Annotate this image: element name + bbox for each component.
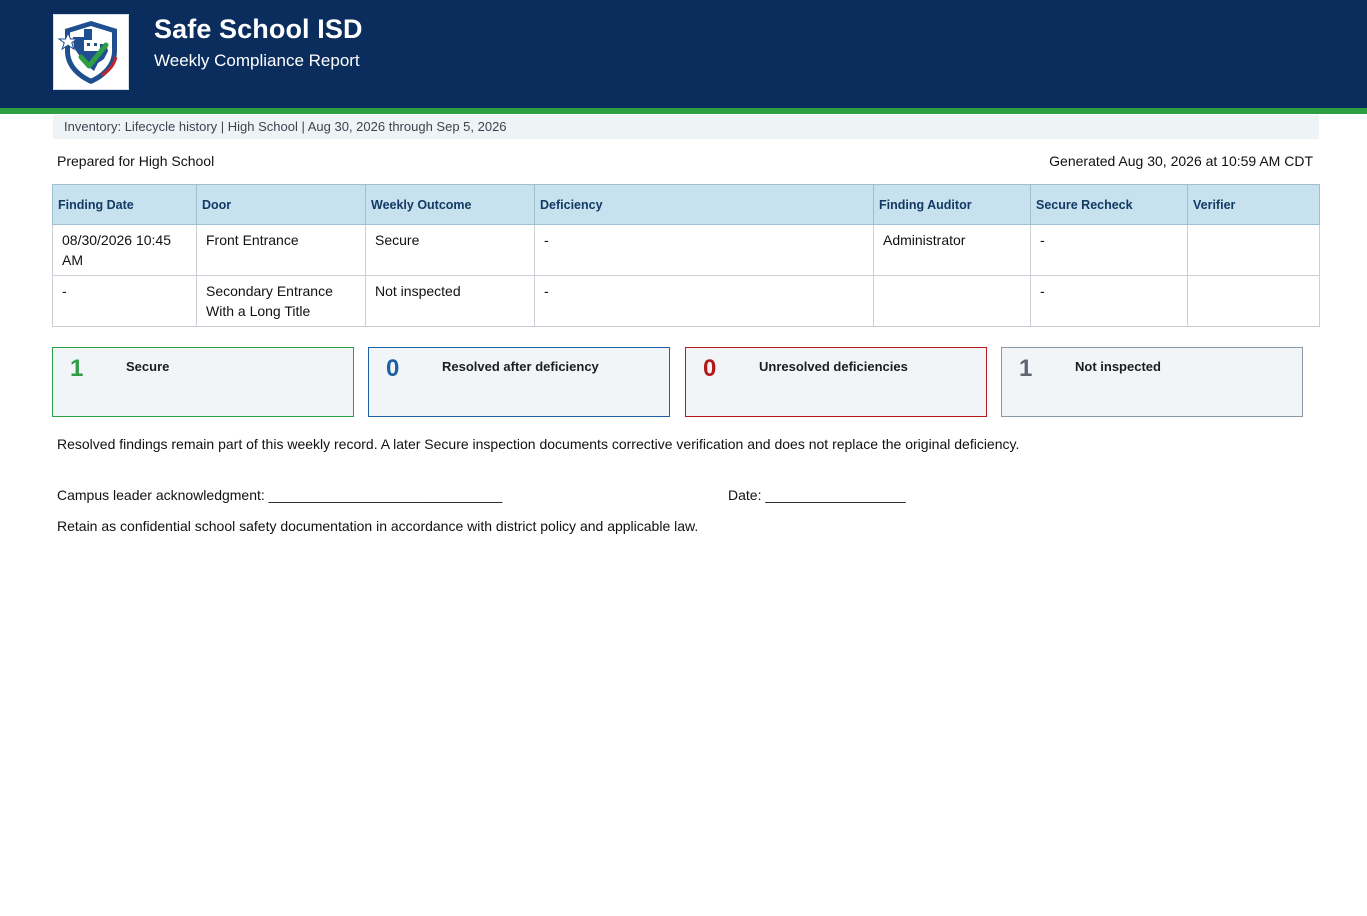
summary-card-resolved: [368, 347, 670, 417]
cell-deficiency: -: [535, 276, 874, 327]
column-header-finding-date: Finding Date: [53, 185, 197, 225]
summary-card-not-inspected: [1001, 347, 1303, 417]
summary-label: Secure: [126, 359, 170, 374]
cell-finding-date: 08/30/2026 10:45 AM: [53, 225, 197, 276]
cell-verifier: [1188, 276, 1320, 327]
cell-secure-recheck: -: [1031, 225, 1188, 276]
findings-table: [52, 184, 1320, 327]
summary-count: 0: [703, 355, 717, 382]
cell-secure-recheck: -: [1031, 276, 1188, 327]
summary-label: Not inspected: [1075, 359, 1161, 374]
summary-count: 1: [1019, 355, 1033, 382]
generated-timestamp: Generated Aug 30, 2026 at 10:59 AM CDT: [1049, 153, 1313, 169]
table-header-row: [53, 185, 1320, 225]
date-line: Date: __________________: [728, 487, 906, 503]
column-header-secure-recheck: Secure Recheck: [1031, 185, 1188, 225]
report-name: Weekly Compliance Report: [154, 51, 360, 70]
summary-card-secure: [52, 347, 354, 417]
district-logo: [53, 14, 129, 90]
column-header-verifier: Verifier: [1188, 185, 1320, 225]
cell-verifier: [1188, 225, 1320, 276]
retention-notice: Retain as confidential school safety documentation in accordance with district policy and applicable law.: [57, 518, 699, 534]
summary-label: Resolved after deficiency: [442, 359, 599, 374]
table-row: [53, 276, 1320, 327]
summary-card-unresolved: [685, 347, 987, 417]
table-row: [53, 225, 1320, 276]
cell-finding-auditor: [874, 276, 1031, 327]
filter-bar: [53, 115, 1319, 139]
cell-finding-date: -: [53, 276, 197, 327]
summary-label: Unresolved deficiencies: [759, 359, 908, 374]
acknowledgment-line: Campus leader acknowledgment: ______________________________: [57, 487, 503, 503]
column-header-weekly-outcome: Weekly Outcome: [366, 185, 535, 225]
cell-deficiency: -: [535, 225, 874, 276]
header-stripe: [0, 108, 1367, 114]
filter-text: Inventory: Lifecycle history | High School | Aug 30, 2026 through Sep 5, 2026: [64, 119, 507, 134]
cell-weekly-outcome: Not inspected: [366, 276, 535, 327]
prepared-for: Prepared for High School: [57, 153, 215, 169]
cell-door: Front Entrance: [197, 225, 366, 276]
cell-finding-auditor: Administrator: [874, 225, 1031, 276]
cell-door: Secondary Entrance With a Long Title: [197, 276, 366, 327]
column-header-finding-auditor: Finding Auditor: [874, 185, 1031, 225]
report-header: [0, 0, 1367, 108]
org-name: Safe School ISD: [154, 14, 363, 44]
column-header-door: Door: [197, 185, 366, 225]
cell-weekly-outcome: Secure: [366, 225, 535, 276]
resolved-note: Resolved findings remain part of this weekly record. A later Secure inspection documents corrective verification and does not replace the original deficiency.: [57, 436, 1020, 452]
column-header-deficiency: Deficiency: [535, 185, 874, 225]
summary-count: 1: [70, 355, 84, 382]
shield-texas-school-check-logo-icon: [54, 15, 128, 89]
summary-count: 0: [386, 355, 400, 382]
